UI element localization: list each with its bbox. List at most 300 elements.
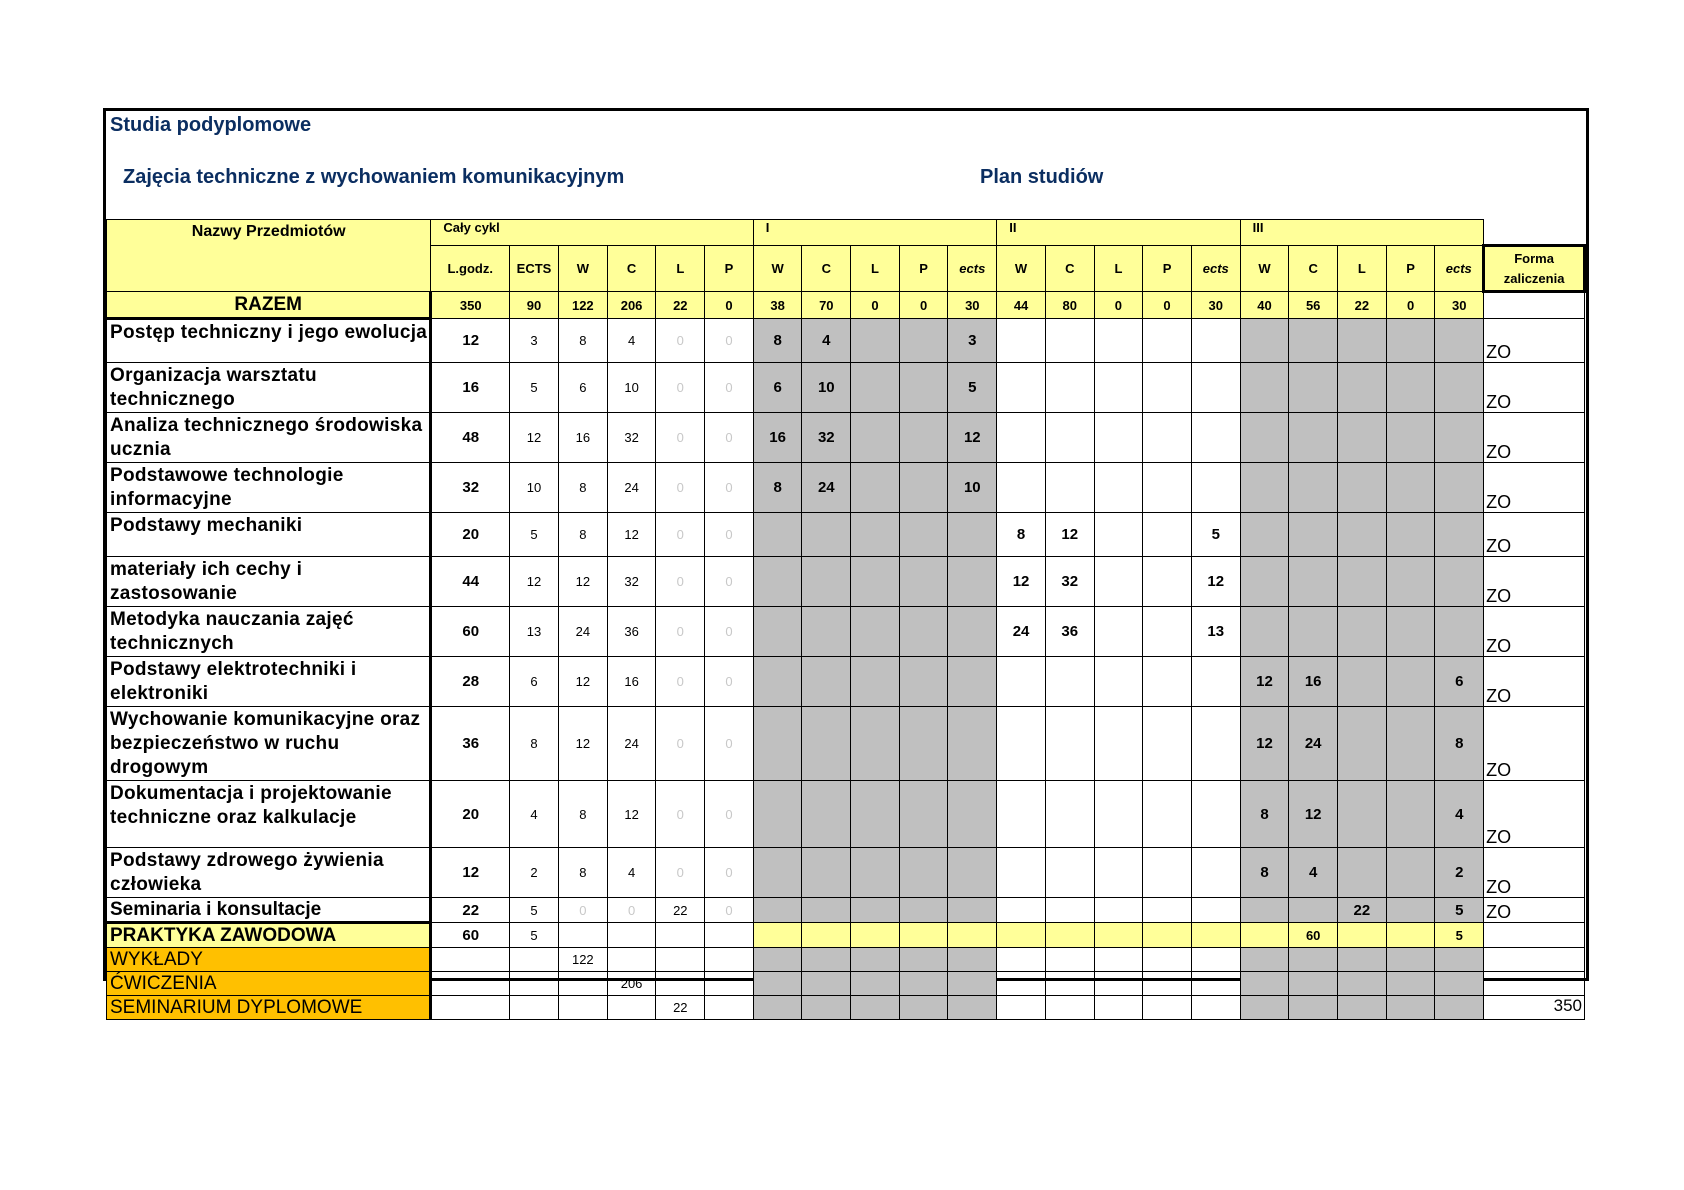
sem3-value: 12 xyxy=(1289,781,1338,848)
sem2-value: 5 xyxy=(1191,513,1240,557)
sem1-value xyxy=(851,781,900,848)
subject-row xyxy=(107,781,1585,848)
sem2-value xyxy=(1143,363,1192,413)
sem2-value xyxy=(1045,898,1094,923)
sem2-value xyxy=(1045,707,1094,781)
sem1-value xyxy=(948,781,997,848)
sem3-value xyxy=(1338,607,1387,657)
sem2-value xyxy=(1094,848,1143,898)
sem1-value xyxy=(851,513,900,557)
sem3-value xyxy=(1338,319,1387,363)
sem1-value xyxy=(899,607,948,657)
cycle-value: 0 xyxy=(705,463,754,513)
cycle-value: 24 xyxy=(558,607,607,657)
sem2-value xyxy=(1143,413,1192,463)
sem3-value xyxy=(1338,707,1387,781)
sem2-value xyxy=(1045,319,1094,363)
sem2-value xyxy=(1045,363,1094,413)
sem1-value xyxy=(899,319,948,363)
sem3-value: 4 xyxy=(1435,781,1484,848)
sem2-value xyxy=(1094,363,1143,413)
sem2-value xyxy=(1045,948,1094,972)
sem2-value: 12 xyxy=(997,557,1046,607)
cycle-value: 0 xyxy=(656,607,705,657)
sem2-value xyxy=(1191,948,1240,972)
sem3-value xyxy=(1338,557,1387,607)
razem-value: 38 xyxy=(753,292,802,319)
group-header-cycle: Cały cykl xyxy=(431,220,753,246)
razem-value: 22 xyxy=(656,292,705,319)
sem1-value: 8 xyxy=(753,463,802,513)
sem2-value xyxy=(1094,972,1143,996)
sem2-value xyxy=(1045,781,1094,848)
sem2-value xyxy=(1045,972,1094,996)
cycle-value xyxy=(510,996,559,1020)
cycle-value: 8 xyxy=(510,707,559,781)
sem3-value xyxy=(1240,948,1289,972)
cycle-value xyxy=(558,996,607,1020)
sem3-value xyxy=(1386,607,1435,657)
sem3-value xyxy=(1435,319,1484,363)
sem3-value: 8 xyxy=(1240,848,1289,898)
sem2-value xyxy=(1094,319,1143,363)
sem2-value: 24 xyxy=(997,607,1046,657)
sem3-value xyxy=(1338,513,1387,557)
razem-value: 56 xyxy=(1289,292,1338,319)
sem1-value xyxy=(948,972,997,996)
forma-header: Forma zaliczenia xyxy=(1484,246,1585,292)
sem3-value xyxy=(1386,948,1435,972)
sem1-value xyxy=(802,607,851,657)
sem1-value: 32 xyxy=(802,413,851,463)
sem1-value: 10 xyxy=(802,363,851,413)
cycle-value xyxy=(510,972,559,996)
column-header-sem1: P xyxy=(899,246,948,292)
sem2-value xyxy=(1191,707,1240,781)
cycle-value: 24 xyxy=(607,707,656,781)
razem-value: 30 xyxy=(1191,292,1240,319)
summary-row xyxy=(107,948,1585,972)
sem2-value xyxy=(1143,972,1192,996)
sem2-value: 32 xyxy=(1045,557,1094,607)
sem3-value xyxy=(1240,996,1289,1020)
sem3-value xyxy=(1338,948,1387,972)
sem3-value: 5 xyxy=(1435,898,1484,923)
sem1-value xyxy=(948,707,997,781)
cycle-value xyxy=(431,948,510,972)
group-header-sem2: II xyxy=(997,220,1240,246)
razem-value: 22 xyxy=(1338,292,1387,319)
sem3-value xyxy=(1289,363,1338,413)
subject-row xyxy=(107,898,1585,923)
sem2-value xyxy=(997,972,1046,996)
sem3-value xyxy=(1386,781,1435,848)
cycle-value: 12 xyxy=(431,319,510,363)
studies-type-title: Studia podyplomowe xyxy=(110,114,312,136)
cycle-value xyxy=(656,948,705,972)
forma-value: 350 xyxy=(1484,996,1585,1020)
sem2-value xyxy=(1045,463,1094,513)
razem-value: 30 xyxy=(948,292,997,319)
sem2-value xyxy=(1045,848,1094,898)
cycle-value: 206 xyxy=(607,972,656,996)
sem1-value xyxy=(899,996,948,1020)
sem3-value xyxy=(1240,607,1289,657)
sem3-value xyxy=(1289,413,1338,463)
sem1-value xyxy=(802,657,851,707)
sem1-value xyxy=(802,972,851,996)
cycle-value: 36 xyxy=(607,607,656,657)
praktyka-label: PRAKTYKA ZAWODOWA xyxy=(107,923,431,948)
sem2-value xyxy=(997,707,1046,781)
sem1-value xyxy=(948,657,997,707)
sem3-value xyxy=(1289,319,1338,363)
cycle-value: 20 xyxy=(431,513,510,557)
subject-row xyxy=(107,463,1585,513)
forma-value: ZO xyxy=(1484,707,1585,781)
sem1-value xyxy=(851,898,900,923)
sem2-value xyxy=(1191,848,1240,898)
forma-value: ZO xyxy=(1484,463,1585,513)
cycle-value: 0 xyxy=(656,319,705,363)
cycle-value: 13 xyxy=(510,607,559,657)
sem1-value xyxy=(899,781,948,848)
sem2-value xyxy=(1094,657,1143,707)
sem2-value xyxy=(1191,319,1240,363)
forma-value: ZO xyxy=(1484,781,1585,848)
sem3-value xyxy=(1386,463,1435,513)
sem2-value xyxy=(1045,413,1094,463)
sem3-value: 8 xyxy=(1240,781,1289,848)
cycle-value: 0 xyxy=(656,781,705,848)
razem-value: 30 xyxy=(1435,292,1484,319)
cycle-value: 8 xyxy=(558,319,607,363)
praktyka-sem-value xyxy=(899,923,948,948)
cycle-value: 22 xyxy=(431,898,510,923)
sem3-value xyxy=(1338,413,1387,463)
razem-value: 90 xyxy=(510,292,559,319)
blank-cell xyxy=(1484,220,1585,246)
subject-row xyxy=(107,657,1585,707)
sem1-value xyxy=(948,898,997,923)
sem3-value xyxy=(1289,557,1338,607)
sem3-value xyxy=(1386,413,1435,463)
summary-row xyxy=(107,972,1585,996)
cycle-value: 8 xyxy=(558,848,607,898)
sem3-value xyxy=(1386,363,1435,413)
cycle-value: 0 xyxy=(656,363,705,413)
razem-value: 0 xyxy=(851,292,900,319)
column-header-sem2: P xyxy=(1143,246,1192,292)
cycle-value: 32 xyxy=(607,413,656,463)
sem1-value xyxy=(899,463,948,513)
sem1-value: 10 xyxy=(948,463,997,513)
cycle-value: 12 xyxy=(607,781,656,848)
cycle-value xyxy=(558,972,607,996)
sem1-value xyxy=(948,996,997,1020)
praktyka-sem-value xyxy=(1143,923,1192,948)
sem2-value xyxy=(1143,463,1192,513)
sem3-value xyxy=(1386,707,1435,781)
sem2-value xyxy=(1094,557,1143,607)
sem3-value xyxy=(1289,996,1338,1020)
sem1-value xyxy=(948,948,997,972)
sem3-value xyxy=(1240,972,1289,996)
cycle-value xyxy=(656,923,705,948)
column-header-cycle: L xyxy=(656,246,705,292)
razem-value: 44 xyxy=(997,292,1046,319)
column-header-sem1: C xyxy=(802,246,851,292)
sem1-value xyxy=(899,948,948,972)
sem1-value xyxy=(851,319,900,363)
column-header-sem1: ects xyxy=(948,246,997,292)
sem1-value xyxy=(753,848,802,898)
sem3-value xyxy=(1338,972,1387,996)
razem-value: 206 xyxy=(607,292,656,319)
praktyka-sem-value xyxy=(1045,923,1094,948)
cycle-value: 16 xyxy=(607,657,656,707)
razem-value: 40 xyxy=(1240,292,1289,319)
razem-value: 0 xyxy=(1094,292,1143,319)
sem3-value xyxy=(1289,948,1338,972)
cycle-value: 12 xyxy=(558,557,607,607)
cycle-value xyxy=(705,923,754,948)
sem2-value xyxy=(1094,413,1143,463)
column-header-sem2: ects xyxy=(1191,246,1240,292)
summary-label: ĆWICZENIA xyxy=(107,972,431,996)
sem1-value xyxy=(851,657,900,707)
cycle-value: 0 xyxy=(656,657,705,707)
sem3-value xyxy=(1338,781,1387,848)
cycle-value: 4 xyxy=(607,848,656,898)
praktyka-sem3-value xyxy=(1338,923,1387,948)
sem1-value: 8 xyxy=(753,319,802,363)
column-header-sem3: ects xyxy=(1435,246,1484,292)
subject-name: Analiza technicznego środowiska ucznia xyxy=(107,413,431,463)
subject-name: Podstawy mechaniki xyxy=(107,513,431,557)
cycle-value: 12 xyxy=(510,557,559,607)
sem2-value xyxy=(1191,898,1240,923)
sem2-value xyxy=(1094,707,1143,781)
column-header-cycle: W xyxy=(558,246,607,292)
forma-value: ZO xyxy=(1484,848,1585,898)
cycle-value: 0 xyxy=(705,607,754,657)
praktyka-sem-value xyxy=(948,923,997,948)
sem1-value: 5 xyxy=(948,363,997,413)
sem2-value: 13 xyxy=(1191,607,1240,657)
sem1-value xyxy=(753,513,802,557)
sem3-value xyxy=(1289,607,1338,657)
sem1-value xyxy=(753,948,802,972)
subject-row xyxy=(107,413,1585,463)
sem3-value xyxy=(1435,557,1484,607)
sem1-value xyxy=(802,948,851,972)
cycle-value: 6 xyxy=(558,363,607,413)
sem1-value xyxy=(802,898,851,923)
razem-value: 0 xyxy=(705,292,754,319)
sem1-value xyxy=(851,413,900,463)
sem2-value xyxy=(1045,996,1094,1020)
cycle-value: 10 xyxy=(510,463,559,513)
sem3-value: 4 xyxy=(1289,848,1338,898)
cycle-value: 3 xyxy=(510,319,559,363)
cycle-value: 0 xyxy=(705,557,754,607)
praktyka-sem-value xyxy=(753,923,802,948)
cycle-value: 0 xyxy=(705,707,754,781)
sem2-value xyxy=(1191,413,1240,463)
subject-name: Organizacja warsztatu technicznego xyxy=(107,363,431,413)
sem1-value xyxy=(851,557,900,607)
subject-row xyxy=(107,363,1585,413)
plan-title: Plan studiów xyxy=(980,166,1104,188)
header-row-groups xyxy=(107,220,1585,246)
sem1-value xyxy=(753,996,802,1020)
column-header-sem3: P xyxy=(1386,246,1435,292)
sem1-value xyxy=(899,413,948,463)
razem-row xyxy=(107,292,1585,319)
sem3-value xyxy=(1289,513,1338,557)
cycle-value: 32 xyxy=(607,557,656,607)
forma-value: ZO xyxy=(1484,413,1585,463)
sem3-value: 2 xyxy=(1435,848,1484,898)
sem2-value xyxy=(1143,513,1192,557)
cycle-value: 0 xyxy=(705,413,754,463)
course-title: Zajęcia techniczne z wychowaniem komunikacyjnym xyxy=(123,166,625,188)
forma-value: ZO xyxy=(1484,513,1585,557)
sem1-value xyxy=(851,996,900,1020)
razem-value: 70 xyxy=(802,292,851,319)
sem3-value xyxy=(1289,972,1338,996)
column-header-sem2: C xyxy=(1045,246,1094,292)
sem2-value: 12 xyxy=(1191,557,1240,607)
sem3-value xyxy=(1386,848,1435,898)
razem-value: 80 xyxy=(1045,292,1094,319)
sem1-value: 16 xyxy=(753,413,802,463)
cycle-value: 12 xyxy=(558,707,607,781)
sem3-value xyxy=(1386,972,1435,996)
sem3-value: 6 xyxy=(1435,657,1484,707)
sem2-value xyxy=(1143,848,1192,898)
sem1-value xyxy=(948,513,997,557)
sem3-value xyxy=(1435,972,1484,996)
sem1-value xyxy=(899,848,948,898)
cycle-value xyxy=(607,923,656,948)
sem2-value xyxy=(1094,948,1143,972)
sem3-value: 22 xyxy=(1338,898,1387,923)
cycle-value: 32 xyxy=(431,463,510,513)
cycle-value xyxy=(705,996,754,1020)
sem1-value xyxy=(948,607,997,657)
sem3-value: 12 xyxy=(1240,707,1289,781)
subject-name: Dokumentacja i projektowanie techniczne oraz kalkulacje xyxy=(107,781,431,848)
sem1-value xyxy=(851,848,900,898)
subject-row xyxy=(107,319,1585,363)
sem2-value: 8 xyxy=(997,513,1046,557)
group-header-sem3: III xyxy=(1240,220,1484,246)
sem2-value xyxy=(997,413,1046,463)
sem2-value xyxy=(997,781,1046,848)
sem3-value xyxy=(1338,363,1387,413)
cycle-value: 6 xyxy=(510,657,559,707)
column-header-sem2: L xyxy=(1094,246,1143,292)
cycle-value xyxy=(705,972,754,996)
praktyka-sem-value xyxy=(851,923,900,948)
praktyka-sem-value xyxy=(1191,923,1240,948)
sem1-value xyxy=(899,363,948,413)
sem1-value: 24 xyxy=(802,463,851,513)
cycle-value xyxy=(558,923,607,948)
column-header-sem3: L xyxy=(1338,246,1387,292)
sem2-value xyxy=(1143,557,1192,607)
sem3-value xyxy=(1240,463,1289,513)
sem3-value xyxy=(1386,513,1435,557)
sem3-value xyxy=(1386,657,1435,707)
praktyka-row xyxy=(107,923,1585,948)
sem3-value xyxy=(1240,319,1289,363)
forma-value: ZO xyxy=(1484,657,1585,707)
subject-name: Podstawy zdrowego żywienia człowieka xyxy=(107,848,431,898)
sem3-value: 12 xyxy=(1240,657,1289,707)
sem1-value xyxy=(948,848,997,898)
sem2-value xyxy=(997,848,1046,898)
praktyka-sem3-value xyxy=(1386,923,1435,948)
sem3-value xyxy=(1240,413,1289,463)
cycle-value: 0 xyxy=(705,781,754,848)
sem3-value xyxy=(1435,363,1484,413)
sem1-value xyxy=(802,513,851,557)
sem1-value xyxy=(753,557,802,607)
forma-value: ZO xyxy=(1484,557,1585,607)
sem2-value xyxy=(1143,898,1192,923)
cycle-value: 0 xyxy=(656,707,705,781)
study-plan-sheet xyxy=(103,108,1589,1018)
cycle-value: 36 xyxy=(431,707,510,781)
cycle-value: 22 xyxy=(656,996,705,1020)
cycle-value: 16 xyxy=(558,413,607,463)
cycle-value: 0 xyxy=(656,463,705,513)
column-header-cycle: C xyxy=(607,246,656,292)
sem3-value xyxy=(1289,463,1338,513)
sem2-value xyxy=(1143,996,1192,1020)
summary-label: SEMINARIUM DYPLOMOWE xyxy=(107,996,431,1020)
cycle-value: 4 xyxy=(510,781,559,848)
cycle-value: 44 xyxy=(431,557,510,607)
subject-name: Podstawowe technologie informacyjne xyxy=(107,463,431,513)
sem2-value xyxy=(1191,363,1240,413)
study-plan-table xyxy=(106,219,1586,1020)
cycle-value xyxy=(656,972,705,996)
sem1-value xyxy=(899,898,948,923)
cycle-value: 10 xyxy=(607,363,656,413)
sem1-value xyxy=(753,898,802,923)
sem2-value xyxy=(1094,607,1143,657)
cycle-value: 12 xyxy=(607,513,656,557)
sem2-value xyxy=(997,319,1046,363)
cycle-value xyxy=(607,948,656,972)
sem1-value xyxy=(899,557,948,607)
sem3-value xyxy=(1386,557,1435,607)
cycle-value: 60 xyxy=(431,923,510,948)
sem2-value xyxy=(997,463,1046,513)
sem3-value xyxy=(1338,463,1387,513)
forma-value xyxy=(1484,948,1585,972)
sem1-value xyxy=(899,513,948,557)
sem2-value xyxy=(1094,781,1143,848)
cycle-value: 60 xyxy=(431,607,510,657)
cycle-value: 5 xyxy=(510,898,559,923)
sem1-value xyxy=(851,972,900,996)
forma-cell xyxy=(1484,923,1585,948)
